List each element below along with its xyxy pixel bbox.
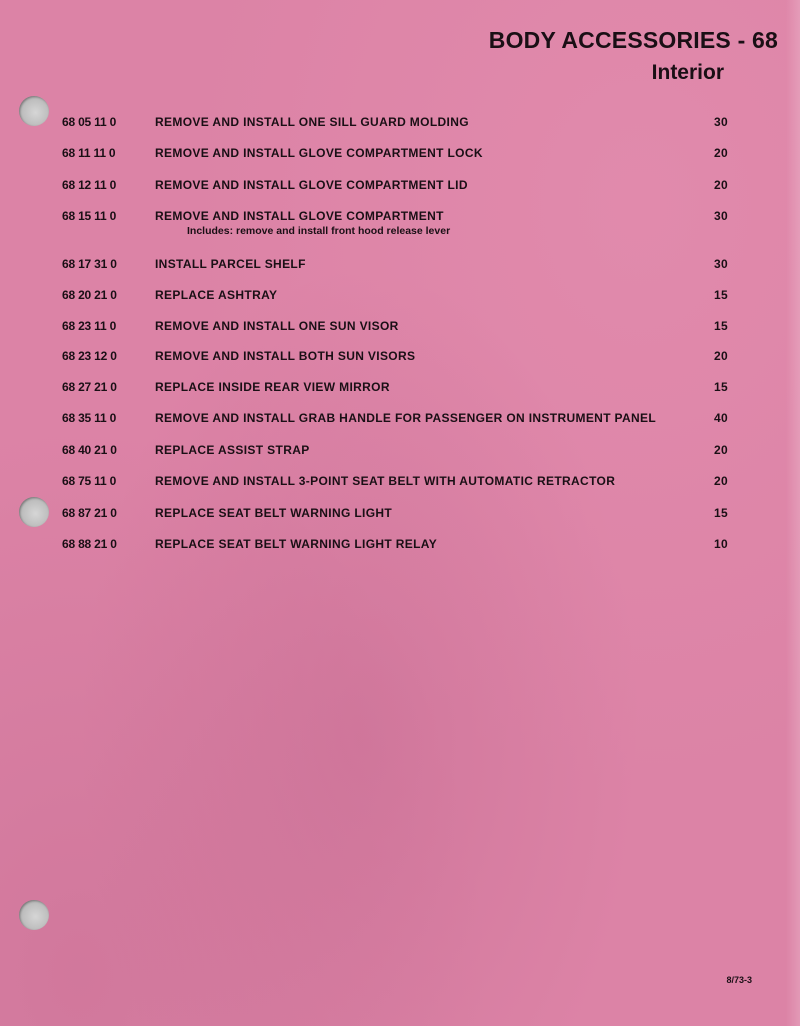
operation-description: REMOVE AND INSTALL ONE SUN VISOR — [155, 319, 399, 333]
list-item — [0, 474, 800, 494]
operation-code: 68 12 11 0 — [62, 178, 117, 192]
operation-description: REMOVE AND INSTALL GRAB HANDLE FOR PASSENGER ON INSTRUMENT PANEL — [155, 411, 657, 425]
operation-time: 20 — [713, 146, 728, 160]
operation-code: 68 20 21 0 — [62, 288, 117, 302]
operation-description: REMOVE AND INSTALL 3-POINT SEAT BELT WITH AUTOMATIC RETRACTOR — [155, 474, 616, 488]
subsection-title: Interior — [651, 61, 724, 84]
operation-time: 20 — [713, 349, 728, 363]
list-item — [0, 257, 800, 277]
list-item — [0, 146, 800, 166]
list-item — [0, 178, 800, 198]
operation-description: REPLACE SEAT BELT WARNING LIGHT RELAY — [155, 537, 438, 551]
list-item — [0, 380, 800, 400]
operation-time: 10 — [713, 537, 728, 551]
list-item — [0, 537, 800, 557]
list-item — [0, 209, 800, 237]
operation-code: 68 27 21 0 — [62, 380, 117, 394]
operation-code: 68 40 21 0 — [62, 443, 117, 457]
operation-code: 68 88 21 0 — [62, 537, 117, 551]
section-title: BODY ACCESSORIES - 68 — [488, 27, 778, 53]
operation-time: 30 — [713, 257, 728, 271]
operation-description: REMOVE AND INSTALL GLOVE COMPARTMENT — [155, 209, 444, 223]
list-item — [0, 411, 800, 431]
operation-time: 20 — [713, 178, 728, 192]
operation-code: 68 87 21 0 — [62, 506, 117, 520]
operation-time: 15 — [713, 380, 728, 394]
operation-code: 68 75 11 0 — [62, 474, 117, 488]
operation-description: REPLACE ASHTRAY — [155, 288, 278, 302]
list-item — [0, 443, 800, 463]
list-item — [0, 506, 800, 526]
operation-time: 15 — [713, 319, 728, 333]
operation-code: 68 11 11 0 — [62, 146, 116, 160]
list-item — [0, 288, 800, 308]
operation-description: REMOVE AND INSTALL GLOVE COMPARTMENT LID — [155, 178, 468, 192]
operation-time: 15 — [713, 506, 728, 520]
operation-description: REPLACE ASSIST STRAP — [155, 443, 310, 457]
operation-time: 20 — [713, 474, 728, 488]
operation-time: 20 — [713, 443, 728, 457]
operation-time: 15 — [713, 288, 728, 302]
operation-code: 68 15 11 0 — [62, 209, 117, 223]
operation-description: REMOVE AND INSTALL BOTH SUN VISORS — [155, 349, 416, 363]
list-item — [0, 319, 800, 339]
operation-code: 68 17 31 0 — [62, 257, 117, 271]
operation-code: 68 05 11 0 — [62, 115, 117, 129]
operation-note: Includes: remove and install front hood release lever — [187, 225, 451, 237]
operation-description: INSTALL PARCEL SHELF — [155, 257, 306, 271]
operation-time: 30 — [713, 115, 728, 129]
page-number: 8/73-3 — [726, 975, 752, 985]
operation-time: 30 — [713, 209, 728, 223]
operation-description: REPLACE SEAT BELT WARNING LIGHT — [155, 506, 393, 520]
operation-description: REMOVE AND INSTALL GLOVE COMPARTMENT LOCK — [155, 146, 483, 160]
operation-code: 68 35 11 0 — [62, 411, 117, 425]
operation-code: 68 23 12 0 — [62, 349, 117, 363]
operation-description: REPLACE INSIDE REAR VIEW MIRROR — [155, 380, 390, 394]
list-item — [0, 115, 800, 135]
operation-time: 40 — [713, 411, 728, 425]
operation-code: 68 23 11 0 — [62, 319, 117, 333]
operation-description: REMOVE AND INSTALL ONE SILL GUARD MOLDING — [155, 115, 469, 129]
list-item — [0, 349, 800, 369]
